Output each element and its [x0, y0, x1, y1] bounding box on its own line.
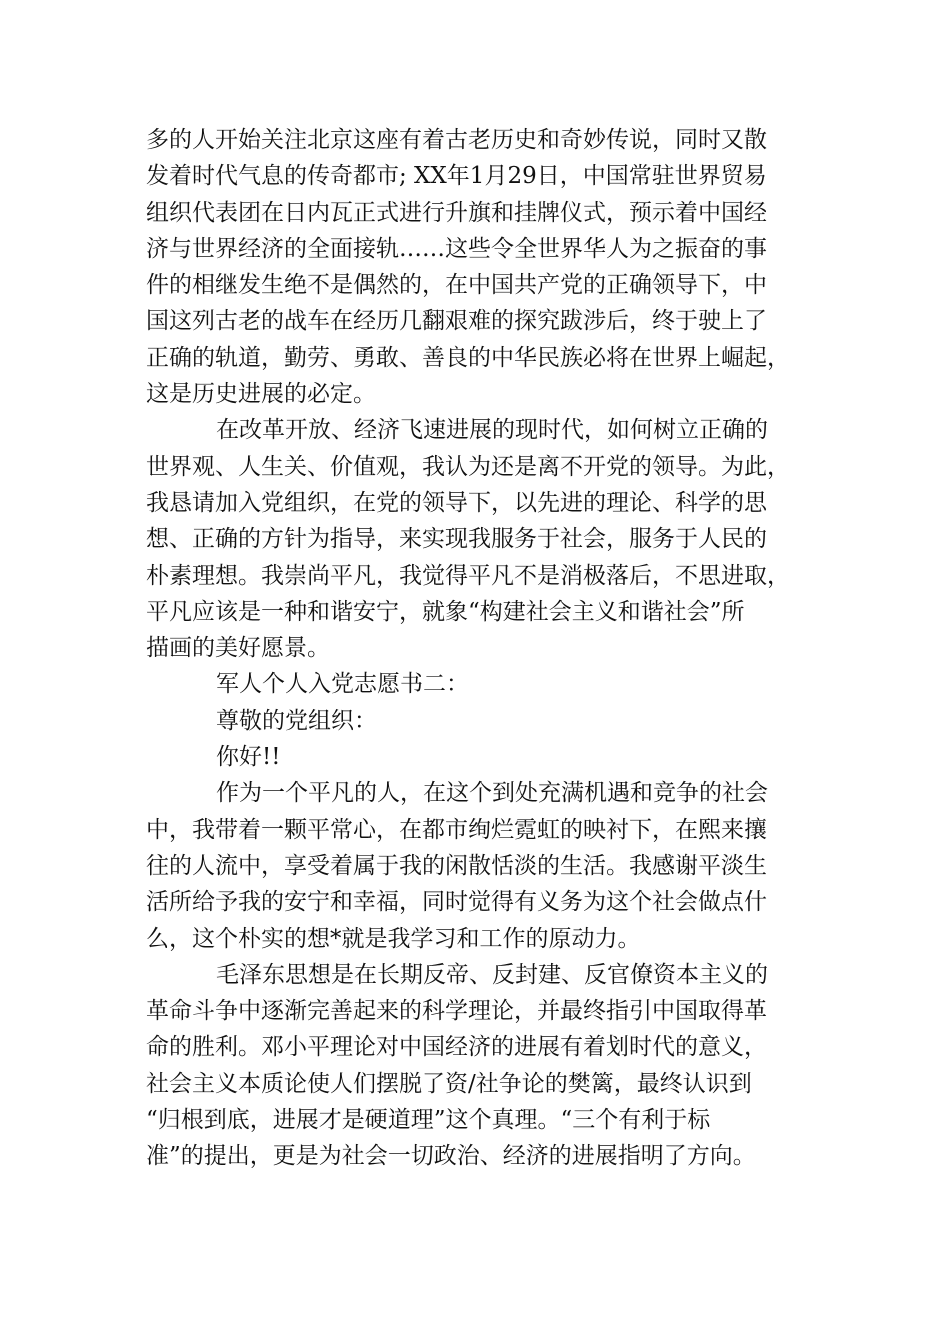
text-line: 作为一个平凡的人，在这个到处充满机遇和竞争的社会	[216, 780, 768, 807]
text-line: 活所给予我的安宁和幸福，同时觉得有义务为这个社会做点什	[146, 889, 767, 916]
text-line: 济与世界经济的全面接轨……这些令全世界华人为之振奋的事	[146, 235, 767, 262]
text-line: 我恳请加入党组织，在党的领导下，以先进的理论、科学的思	[146, 489, 767, 516]
text-line: 组织代表团在日内瓦正式进行升旗和挂牌仪式，预示着中国经	[146, 199, 767, 226]
text-line: 国这列古老的战车在经历几翻艰难的探究跋涉后，终于驶上了	[146, 308, 767, 335]
text-line: 这是历史进展的必定。	[146, 381, 376, 408]
text-line: 往的人流中，享受着属于我的闲散恬淡的生活。我感谢平淡生	[146, 852, 767, 879]
text-line: 毛泽东思想是在长期反帝、反封建、反官僚资本主义的	[216, 961, 768, 988]
text-line: “归根到底，进展才是硬道理”这个真理。“三个有利于标	[146, 1107, 711, 1134]
document-body	[146, 122, 806, 1175]
text-line: 朴素理想。我崇尚平凡，我觉得平凡不是消极落后，不思进取，	[146, 562, 790, 589]
text-line: 你好!!	[216, 744, 281, 771]
text-line: 么，这个朴实的想*就是我学习和工作的原动力。	[146, 925, 641, 952]
text-line: 尊敬的党组织：	[216, 707, 377, 734]
text-line: 中，我带着一颗平常心，在都市绚烂霓虹的映衬下，在熙来攘	[146, 816, 767, 843]
text-line: 世界观、人生关、价值观，我认为还是离不开党的领导。为此，	[146, 453, 790, 480]
text-line: 命的胜利。邓小平理论对中国经济的进展有着划时代的意义，	[146, 1034, 767, 1061]
text-line: 件的相继发生绝不是偶然的，在中国共产党的正确领导下，中	[146, 272, 767, 299]
text-line: 在改革开放、经济飞速进展的现时代，如何树立正确的	[216, 417, 768, 444]
text-line: 描画的美好愿景。	[146, 635, 330, 662]
text-line: 准”的提出，更是为社会一切政治、经济的进展指明了方向。	[146, 1143, 756, 1170]
text-line: 平凡应该是一种和谐安宁，就象“构建社会主义和谐社会”所	[146, 598, 745, 625]
text-line: 正确的轨道，勤劳、勇敢、善良的中华民族必将在世界上崛起，	[146, 344, 790, 371]
text-line: 多的人开始关注北京这座有着古老历史和奇妙传说，同时又散	[146, 127, 767, 153]
text-line: 发着时代气息的传奇都市; XX年1月29日，中国常驻世界贸易	[146, 163, 767, 190]
text-line: 社会主义本质论使人们摆脱了资/社争论的樊篱，最终认识到	[146, 1070, 752, 1097]
text-line: 军人个人入党志愿书二：	[216, 671, 469, 698]
text-line: 想、正确的方针为指导，来实现我服务于社会，服务于人民的	[146, 526, 767, 553]
text-line: 革命斗争中逐渐完善起来的科学理论，并最终指引中国取得革	[146, 998, 767, 1025]
